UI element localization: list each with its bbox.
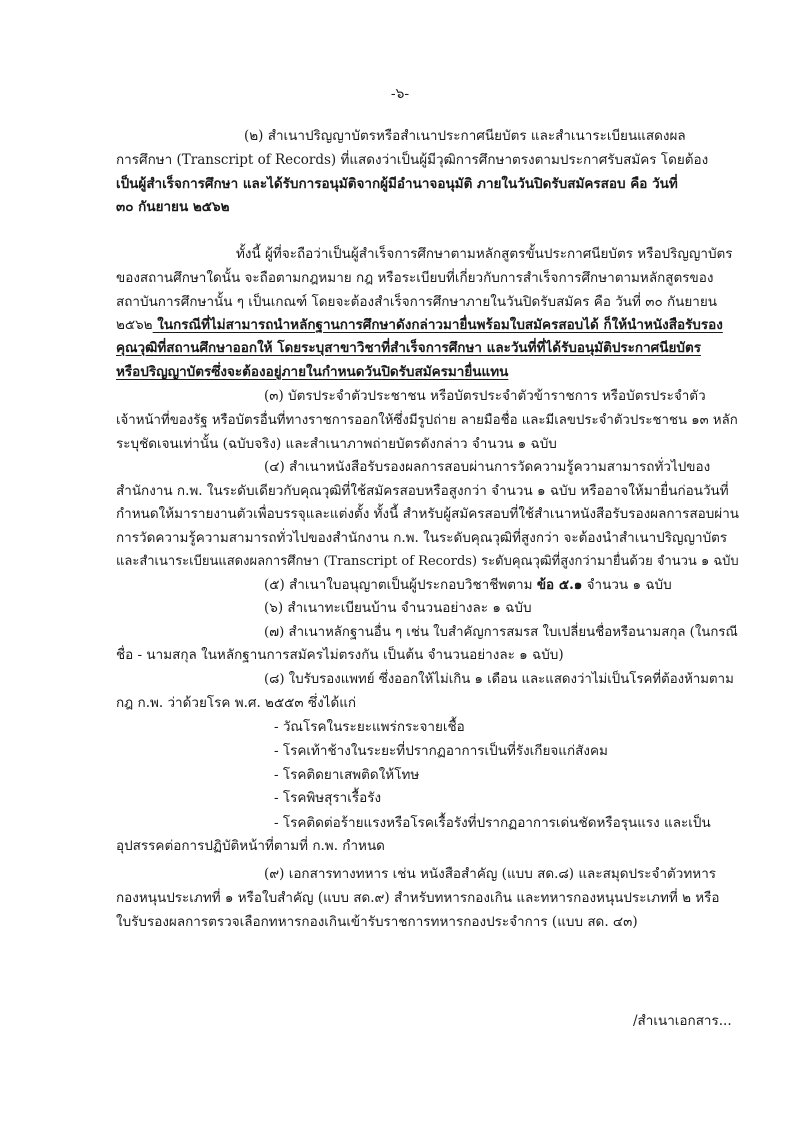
item2-line4: ๓๐ กันยายน ๒๕๖๒ — [116, 199, 230, 215]
item7-line1: (๗) สำเนาหลักฐานอื่น ๆ เช่น ใบสำคัญการสมรส ใบเปลี่ยนชื่อหรือนามสกุล (ในกรณี — [264, 625, 738, 640]
item4-line5: และสำเนาระเบียนแสดงผลการศึกษา (Transcript of Records) ระดับคุณวุฒิที่สูงกว่ามายื่นด้วย จำนวน ๑ ฉบับ — [116, 554, 739, 569]
item3-line3: ระบุชัดเจนเท่านั้น (ฉบับจริง) และสำเนาภาพถ่ายบัตรดังกล่าว จำนวน ๑ ฉบับ — [116, 436, 557, 452]
item8-line1: (๘) ใบรับรองแพทย์ ซึ่งออกให้ไม่เกิน ๑ เดือน และแสดงว่าไม่เป็นโรคที่ต้องห้ามตาม — [264, 672, 734, 687]
item3-line2: เจ้าหน้าที่ของรัฐ หรือบัตรอื่นที่ทางราชการออกให้ซึ่งมีรูปถ่าย ลายมือชื่อ และมีเลขประจำตัวประชาชน ๑๓ หลัก — [116, 413, 738, 428]
item7-line2: ชื่อ - นามสกุล ในหลักฐานการสมัครไม่ตรงกัน เป็นต้น จำนวนอย่างละ ๑ ฉบับ) — [116, 647, 564, 663]
item5-text: (๕) สำเนาใบอนุญาตเป็นผู้ประกอบวิชาชีพตาม — [264, 577, 537, 593]
item9-line1: (๙) เอกสารทางทหาร เช่น หนังสือสำคัญ (แบบ สด.๘) และสมุดประจำตัวทหาร — [264, 866, 717, 882]
item6-line: (๖) สำเนาทะเบียนบ้าน จำนวนอย่างละ ๑ ฉบับ — [264, 600, 532, 616]
item9-line2: กองหนุนประเภทที่ ๑ หรือใบสำคัญ (แบบ สด.๙) สำหรับทหารกองเกิน และทหารกองหนุนประเภทที่ ๒ หรือ — [116, 890, 720, 906]
note-line6: หรือปริญญาบัตรซึ่งจะต้องอยู่ภายในกำหนดวันปิดรับสมัครมายื่นแทน — [116, 364, 509, 380]
item8-disease-1: - วัณโรคในระยะแพร่กระจายเชื้อ — [274, 719, 465, 735]
item4-line4: การวัดความรู้ความสามารถทั่วไปของสำนักงาน ก.พ. ในระดับคุณวุฒิที่สูงกว่า จะต้องนำสำเนาปริญญาบัตร — [116, 530, 728, 546]
item8-disease-3: - โรคติดยาเสพติดให้โทษ — [274, 767, 420, 783]
note-line5: คุณวุฒิที่สถานศึกษาออกให้ โดยระบุสาขาวิชาที่สำเร็จการศึกษา และวันที่ที่ได้รับอนุมัติประกาศนียบัตร — [116, 340, 701, 356]
item5-count: จำนวน ๑ ฉบับ — [582, 577, 672, 593]
item8-disease-5-cont: อุปสรรคต่อการปฏิบัติหน้าที่ตามที่ ก.พ. กำหนด — [116, 838, 385, 854]
page-number: -๖- — [390, 86, 410, 102]
item5-line — [264, 575, 672, 596]
note-year: ๒๕๖๒ — [116, 317, 153, 333]
continuation-reference: /สำเนาเอกสาร... — [633, 1013, 732, 1029]
item4-line1: (๔) สำเนาหนังสือรับรองผลการสอบผ่านการวัดความรู้ความสามารถทั่วไปของ — [264, 459, 711, 475]
item5-reference: ข้อ ๕.๑ — [536, 577, 583, 593]
note-line3: สถาบันการศึกษานั้น ๆ เป็นเกณฑ์ โดยจะต้องสำเร็จการศึกษาภายในวันปิดรับสมัคร คือ วันที่ ๓๐ กันยายน — [116, 294, 718, 310]
item8-line2: กฎ ก.พ. ว่าด้วยโรค พ.ศ. ๒๕๕๓ ซึ่งได้แก่ — [116, 695, 357, 711]
note-line1: ทั้งนี้ ผู้ที่จะถือว่าเป็นผู้สำเร็จการศึกษาตามหลักสูตรขั้นประกาศนียบัตร หรือปริญญาบัตร — [236, 246, 733, 262]
item4-line2: สำนักงาน ก.พ. ในระดับเดียวกับคุณวุฒิที่ใช้สมัครสอบหรือสูงกว่า จำนวน ๑ ฉบับ หรืออาจให้มายื่นก่อนวันที่ — [116, 483, 729, 499]
item2-line2: การศึกษา (Transcript of Records) ที่แสดงว่าเป็นผู้มีวุฒิการศึกษาตรงตามประกาศรับสมัคร โดยต้อง — [116, 152, 709, 168]
item9-line3: ใบรับรองผลการตรวจเลือกทหารกองเกินเข้ารับราชการทหารกองประจำการ (แบบ สด. ๔๓) — [116, 914, 638, 930]
item8-disease-4: - โรคพิษสุราเรื้อรัง — [274, 790, 382, 806]
item4-line3: กำหนดให้มารายงานตัวเพื่อบรรจุและแต่งตั้ง ทั้งนี้ สำหรับผู้สมัครสอบที่ใช้สำเนาหนังสือรับรองผลการสอบผ่าน — [116, 506, 740, 522]
item8-disease-2: - โรคเท้าช้างในระยะที่ปรากฏอาการเป็นที่รังเกียจแก่สังคม — [274, 743, 608, 759]
item3-line1: (๓) บัตรประจำตัวประชาชน หรือบัตรประจำตัวข้าราชการ หรือบัตรประจำตัว — [264, 388, 706, 404]
item8-disease-5: - โรคติดต่อร้ายแรงหรือโรคเรื้อรังที่ปรากฏอาการเด่นชัดหรือรุนแรง และเป็น — [274, 815, 711, 831]
note-emphasis: ในกรณีที่ไม่สามารถนำหลักฐานการศึกษาดังกล่าวมายื่นพร้อมใบสมัครสอบได้ ก็ให้นำหนังสือรับรอง — [152, 317, 723, 333]
note-line2: ของสถานศึกษาใดนั้น จะถือตามกฎหมาย กฎ หรือระเบียบที่เกี่ยวกับการสำเร็จการศึกษาตามหลักสูตรของ — [116, 270, 714, 286]
note-line4 — [116, 315, 723, 336]
item2-line3: เป็นผู้สำเร็จการศึกษา และได้รับการอนุมัติจากผู้มีอำนาจอนุมัติ ภายในวันปิดรับสมัครสอบ คือ วันที่ — [116, 176, 678, 192]
item2-line1: (๒) สำเนาปริญญาบัตรหรือสำเนาประกาศนียบัตร และสำเนาระเบียนแสดงผล — [244, 128, 686, 144]
